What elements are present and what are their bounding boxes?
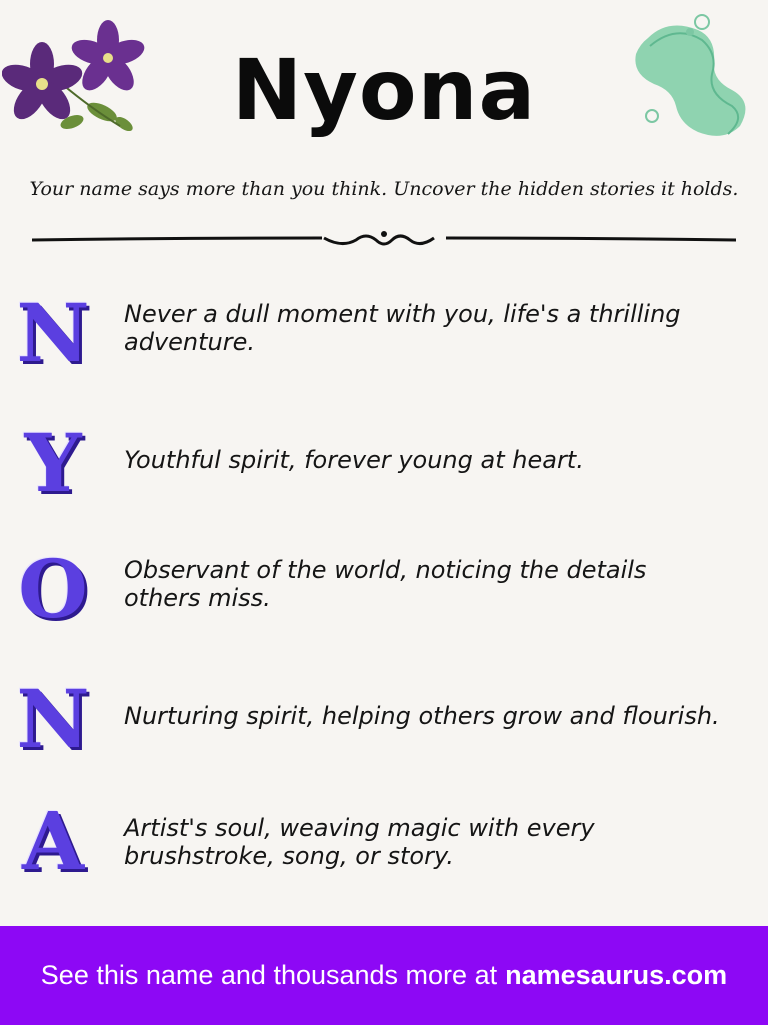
footer-text: See this name and thousands more at: [40, 960, 498, 990]
acrostic-letter: Y: [24, 416, 82, 510]
acrostic-row-a: [0, 794, 768, 890]
acrostic-row-n2: [0, 672, 768, 768]
acrostic-description: Nurturing spirit, helping others grow and flourish.: [124, 702, 720, 730]
acrostic-row-y: [0, 416, 768, 512]
acrostic-description: Never a dull moment with you, life's a thrilling adventure.: [124, 300, 681, 356]
acrostic-letter: O: [18, 542, 88, 636]
acrostic-letter: N: [16, 286, 90, 380]
acrostic-description: Observant of the world, noticing the details others miss.: [124, 556, 647, 612]
footer-site-link[interactable]: namesaurus.com: [505, 960, 728, 990]
acrostic-letter: A: [21, 794, 85, 888]
page-subtitle: Your name says more than you think. Uncover the hidden stories it holds.: [29, 178, 739, 200]
ornamental-divider-icon: [32, 226, 736, 254]
acrostic-row-o: [0, 542, 768, 638]
acrostic-row-n: [0, 286, 768, 382]
footer-banner: [0, 926, 768, 1025]
page-title: Nyona: [231, 41, 537, 139]
acrostic-letter: N: [16, 672, 90, 766]
acrostic-description: Youthful spirit, forever young at heart.: [124, 446, 584, 474]
acrostic-description: Artist's soul, weaving magic with every brushstroke, song, or story.: [124, 814, 595, 870]
